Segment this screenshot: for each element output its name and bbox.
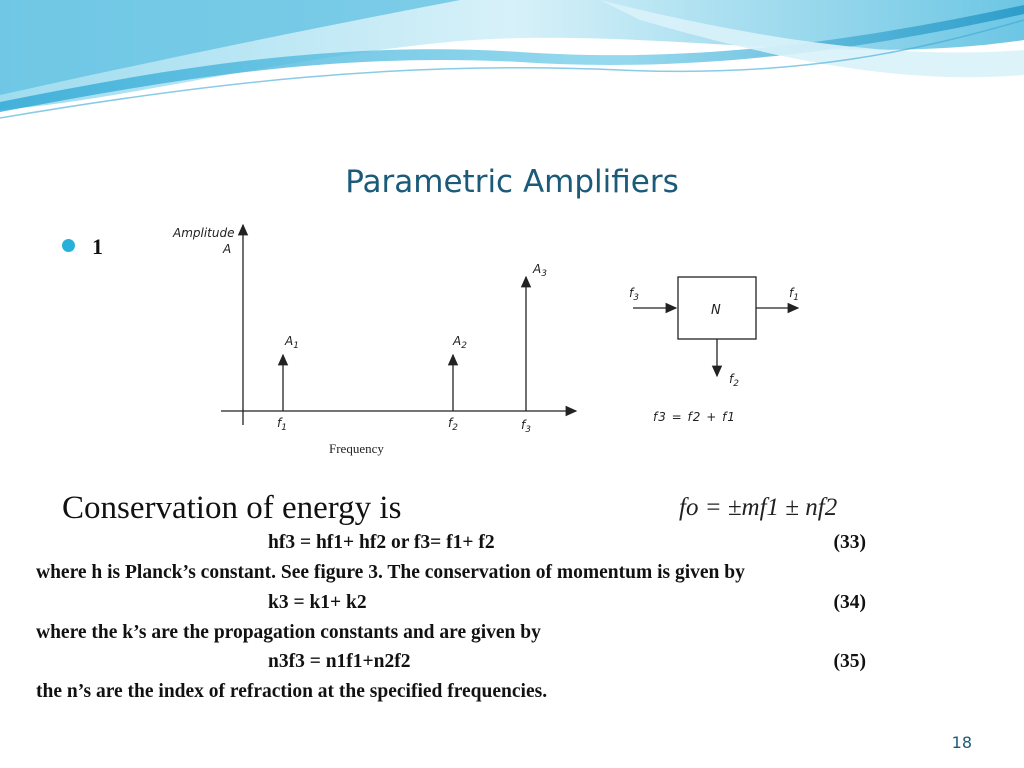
output-right-label: $f_1$ [789,286,799,303]
input-label: $f_3$ [629,286,639,303]
refraction-text-line: the n’s are the index of refraction at the specified frequencies. [36,681,548,702]
bullet-item [62,234,103,260]
spike-a2-label: $A_2$ [453,334,467,351]
spike-a1-label: $A_1$ [285,334,299,351]
mixing-formula: fo = ±mf1 ± nf2 [679,494,838,521]
output-down-label: $f_2$ [729,372,739,389]
equation-34-number: (34) [833,592,866,613]
freq-f3-label: $f_3$ [521,418,531,435]
equation-35: n3f3 = n1f1+n2f2 [268,651,411,672]
bullet-text: 1 [92,234,103,259]
equation-33: hf3 = hf1+ hf2 or f3= f1+ f2 [268,532,495,553]
page-number: 18 [951,733,972,752]
freq-f1-label: $f_1$ [277,416,287,433]
equations-block [10,530,950,740]
block-label: N [711,303,721,318]
equation-34: k3 = k1+ k2 [268,592,367,613]
bullet-dot-icon [62,239,75,252]
frequency-relation: f3 = f2 + f1 [653,410,736,424]
header-wave-decoration [0,0,1024,140]
equation-33-number: (33) [833,532,866,553]
slide-title: Parametric Amplifiers [345,164,679,200]
propagation-text-line: where the k’s are the propagation constants and are given by [36,622,541,643]
conservation-text: Conservation of energy is [62,490,402,526]
planck-text-line: where h is Planck’s constant. See figure 3. The conservation of momentum is given by [36,562,745,583]
frequency-spectrum-figure [163,213,821,469]
spike-a3-label: $A_3$ [533,262,547,279]
freq-f2-label: $f_2$ [448,416,458,433]
y-axis-symbol: A [223,242,232,256]
equation-35-number: (35) [833,651,866,672]
x-axis-label: Frequency [329,441,384,456]
y-axis-label: Amplitude [173,226,235,240]
